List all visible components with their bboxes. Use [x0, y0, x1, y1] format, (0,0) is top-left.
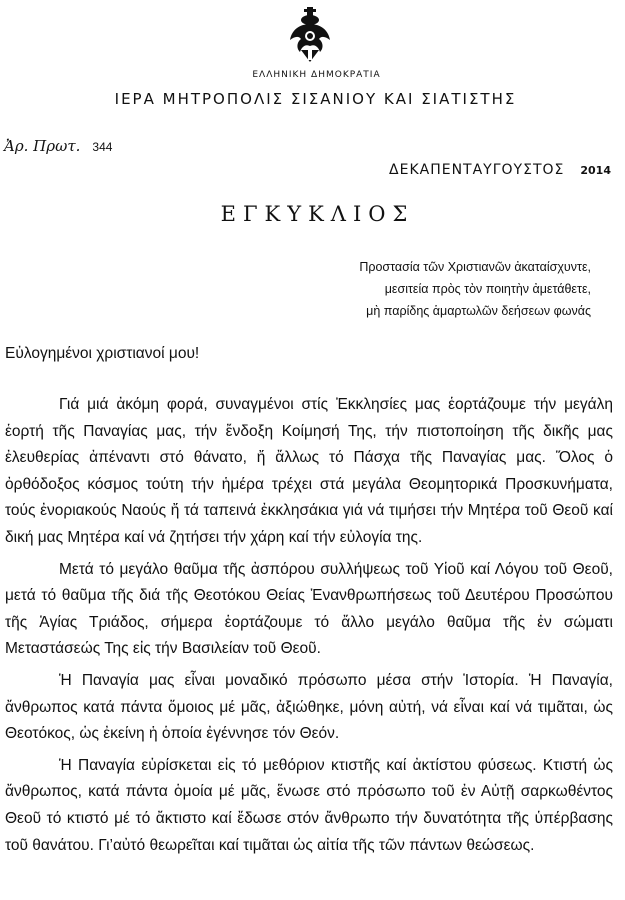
document-date [389, 162, 611, 178]
body-paragraph: Γιά μιά ἀκόμη φορά, συναγμένοι στίς Ἐκκλησίες μας ἑορτάζουμε τήν μεγάλη ἑορτή τῆς Παναγίας μας, τήν ἔνδοξη Κοίμησή Της, τήν πιστοποίηση τῆς δικῆς μας ἐλευθερίας ἀπέναντι στό θάνατο, ἤ ἄλλως τό Πάσχα τῆς Παναγίας μας. Ὅλος ὁ ὀρθόδοξος κόσμος τούτη τήν ἡμέρα τρέχει στά μεγάλα Θεομητορικά Προσκυνήματα, τούς ἐνοριακούς Ναούς ἤ τά ταπεινά ἐκκλησάκια γιά νά τιμήσει τήν Μητέρα τοῦ Θεοῦ καί δική μας Μητέρα καί νά ζητήσει τήν χάρη καί τήν εὐλογία της. [5, 396, 613, 546]
epigraph-line: μὴ παρίδης ἁμαρτωλῶν δεήσεων φωνάς [366, 304, 591, 318]
epigraph-line: Προστασία τῶν Χριστιανῶν ἀκαταίσχυντε, [359, 260, 591, 274]
protocol-value: 344 [92, 140, 113, 154]
document-title: ΕΓΚΥΚΛΙΟΣ [220, 202, 415, 226]
date-text: ΔΕΚΑΠΕΝΤΑΥΓΟΥΣΤΟΣ [389, 162, 565, 178]
protocol-number [4, 137, 112, 155]
date-year: 2014 [580, 164, 611, 177]
letter-body [5, 392, 613, 859]
epigraph-line: μεσιτεία πρὸς τὸν ποιητὴν ἀμετάθετε, [384, 282, 591, 296]
protocol-label: Ἀρ. Πρωτ. [4, 137, 81, 155]
epigraph [359, 256, 591, 322]
body-paragraph: Ἡ Παναγία εὑρίσκεται εἰς τό μεθόριον κτιστῆς καί ἀκτίστου φύσεως. Κτιστή ὡς ἄνθρωπος, κατά πάντα ὁμοία μέ μᾶς, ἕνωσε στό πρόσωπο τοῦ ἐν Αὐτῇ σαρκωθέντος Θεοῦ τό κτιστό μέ τό ἄκτιστο καί ἔδωσε στόν ἄνθρωπο τήν δυνατότητα τῆς ὑπέρβασης τοῦ θανάτου. Γι’αὐτό θεωρεῖται καί τιμᾶται ὡς αἰτία τῆς τῶν πάντων θεώσεως. [5, 756, 613, 854]
republic-heading: ΕΛΛΗΝΙΚΗ ΔΗΜΟΚΡΑΤΙΑ [252, 70, 381, 80]
metropolis-heading: ΙΕΡΑ ΜΗΤΡΟΠΟΛΙΣ ΣΙΣΑΝΙΟΥ ΚΑΙ ΣΙΑΤΙΣΤΗΣ [114, 90, 517, 108]
body-paragraph: Ἡ Παναγία μας εἶναι μοναδικό πρόσωπο μέσα στήν Ἱστορία. Ἡ Παναγία, ἄνθρωπος κατά πάντα ὅμοιος μέ μᾶς, ἀξιώθηκε, μόνη αὐτή, νά εἶναι καί νά τιμᾶται, ὡς Θεοτόκος, ὡς ἐκείνη ἡ ὁποία ἐγέννησε τόν Θεόν. [5, 671, 613, 743]
orthodox-church-crest-icon [287, 6, 333, 64]
greeting: Εὐλογημένοι χριστιανοί μου! [5, 345, 200, 362]
body-paragraph: Μετά τό μεγάλο θαῦμα τῆς ἀσπόρου συλλήψεως τοῦ Υἱοῦ καί Λόγου τοῦ Θεοῦ, μετά τό θαῦμα τῆς διά τῆς Θεοτόκου Θείας Ἐνανθρωπήσεως τοῦ Δευτέρου Προσώπου τῆς Ἁγίας Τριάδος, σήμερα ἑορτάζουμε τό ἄλλο μεγάλο θαῦμα τῆς ἐν σώματι Μεταστάσεώς Της εἰς τήν Βασιλείαν τοῦ Θεοῦ. [5, 560, 613, 658]
